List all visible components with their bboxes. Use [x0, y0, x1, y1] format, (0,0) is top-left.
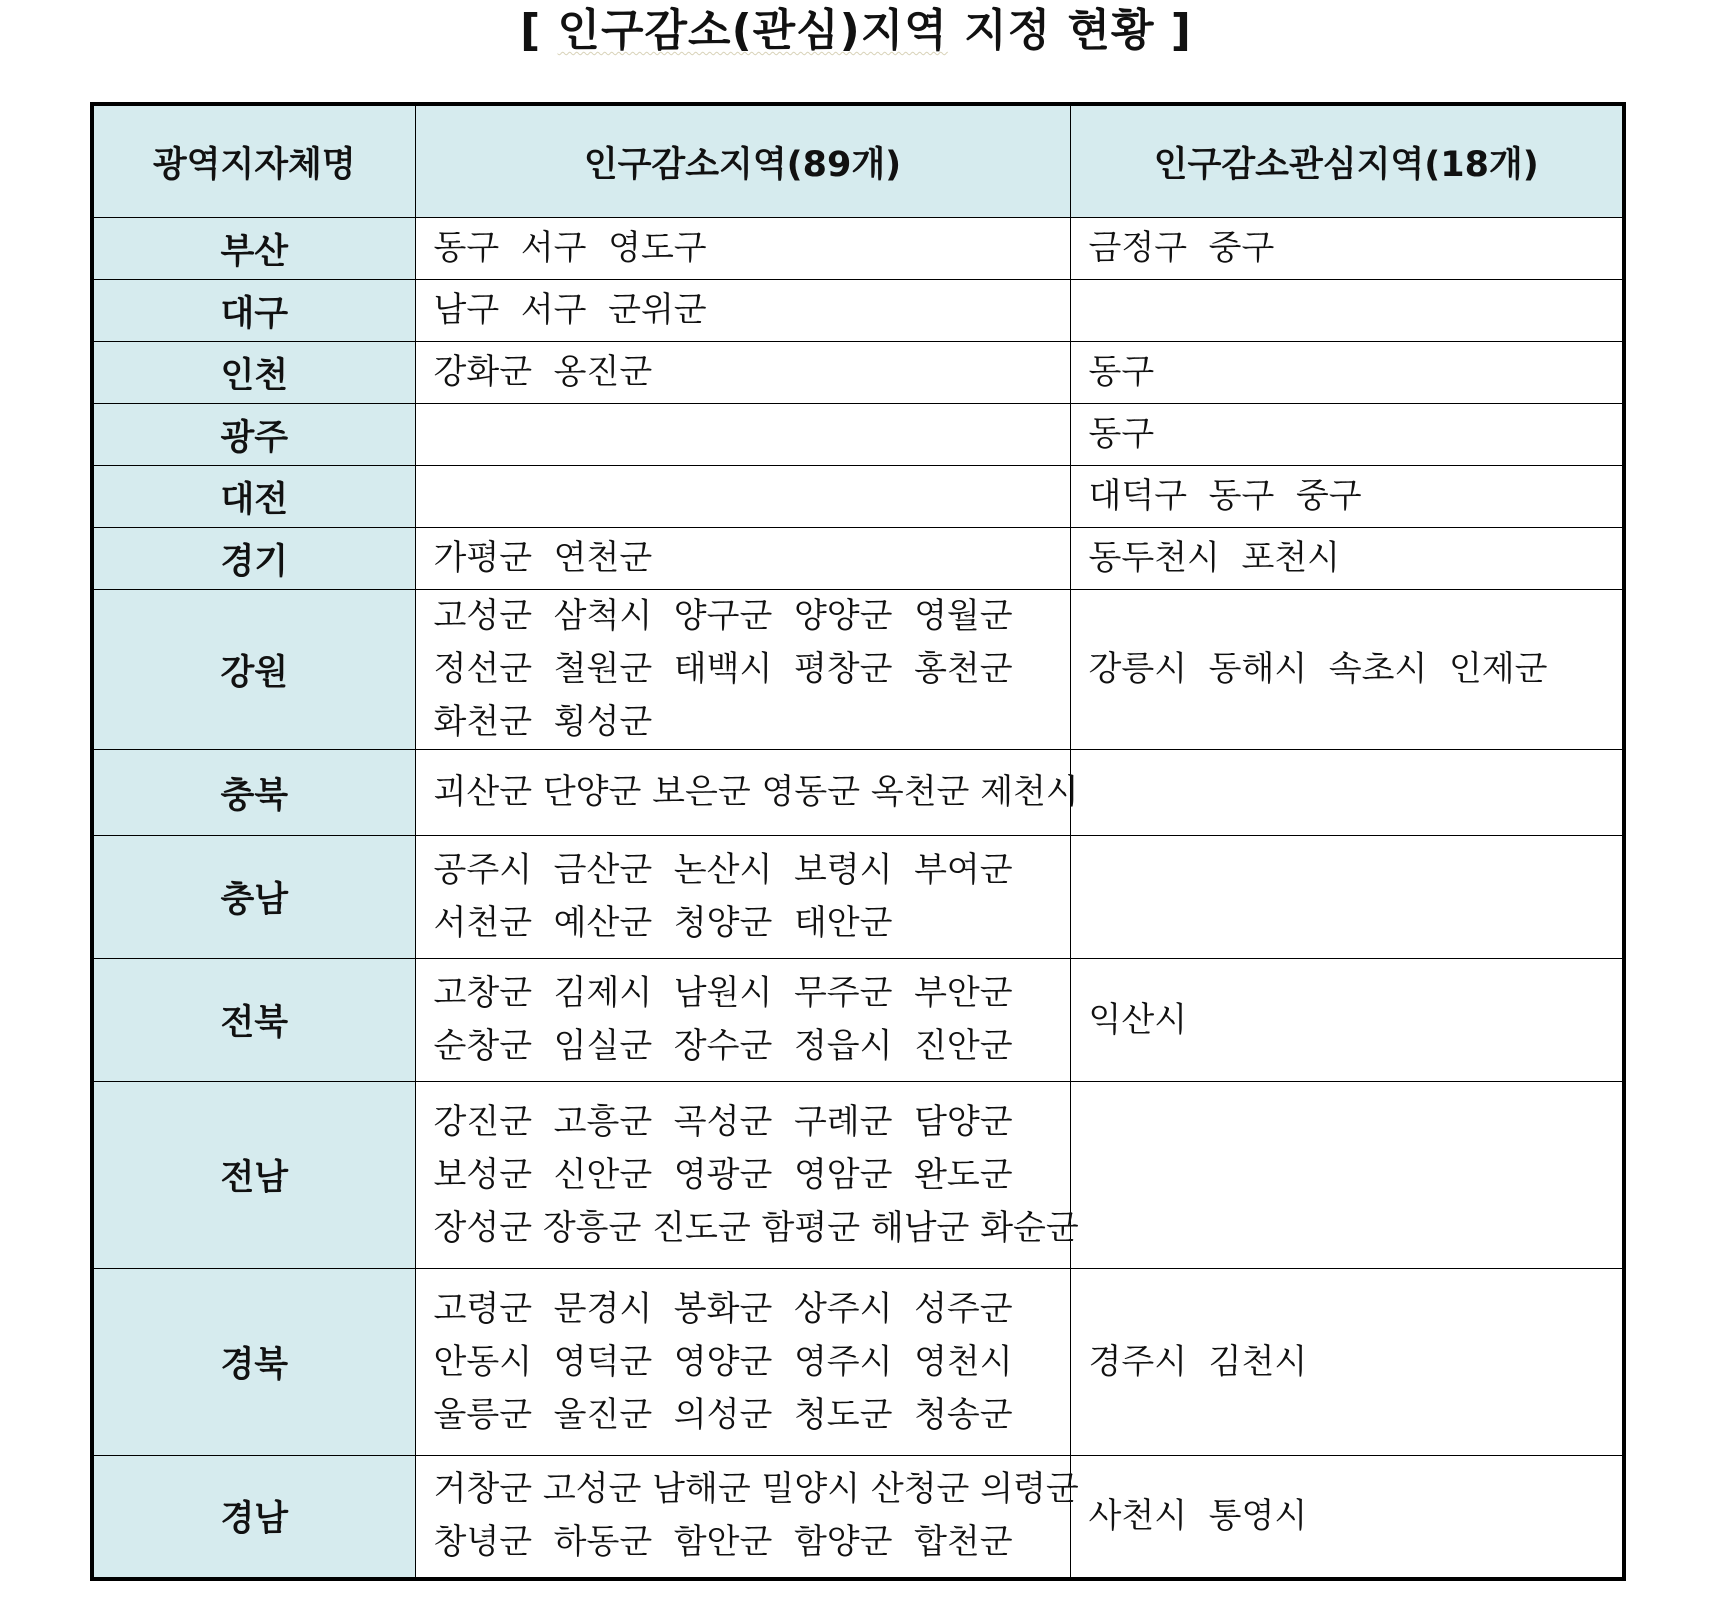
- decline-line: 장성군 장흥군 진도군 함평군 해남군 화순군: [433, 1207, 1079, 1248]
- region-name: 전남: [92, 1082, 415, 1269]
- decline-line: 가평군 연천군: [433, 538, 653, 578]
- decline-line: 남구 서구 군위군: [433, 290, 707, 330]
- concern-list: [1070, 1269, 1624, 1456]
- decline-list: [415, 466, 1070, 528]
- concern-list: [1070, 590, 1624, 750]
- decline-line: 보성군 신안군 영광군 영암군 완도군: [433, 1154, 1013, 1195]
- concern-list: [1070, 1456, 1624, 1579]
- concern-list: [1070, 342, 1624, 404]
- region-name: 충북: [92, 750, 415, 836]
- region-name: 경기: [92, 528, 415, 590]
- region-name: 광주: [92, 404, 415, 466]
- decline-list: [415, 959, 1070, 1082]
- decline-list: [415, 528, 1070, 590]
- decline-line: 강진군 고흥군 곡성군 구례군 담양군: [433, 1101, 1013, 1142]
- decline-list: [415, 1082, 1079, 1269]
- decline-list: [415, 836, 1070, 959]
- designation-table-container: [90, 102, 1622, 1581]
- region-name: 경북: [92, 1269, 415, 1456]
- decline-line: 강화군 옹진군: [433, 352, 653, 392]
- table-row: [92, 218, 1624, 280]
- table-row: [92, 342, 1624, 404]
- decline-line: 동구 서구 영도구: [433, 228, 707, 268]
- header-region: 광역지자체명: [92, 104, 415, 218]
- decline-list: [415, 750, 1079, 836]
- decline-line: 순창군 임실군 장수군 정읍시 진안군: [433, 1026, 1013, 1066]
- region-name: 충남: [92, 836, 415, 959]
- page-title: [0, 5, 1712, 56]
- decline-line: 울릉군 울진군 의성군 청도군 청송군: [433, 1394, 1013, 1435]
- table-row: [92, 280, 1624, 342]
- header-decline-areas: 인구감소지역(89개): [415, 104, 1070, 218]
- decline-line: 정선군 철원군 태백시 평창군 홍천군: [433, 649, 1013, 689]
- table-row: [92, 1269, 1624, 1456]
- decline-line: 고성군 삼척시 양구군 양양군 영월군: [433, 596, 1013, 636]
- decline-list: [415, 280, 1070, 342]
- region-name: 강원: [92, 590, 415, 750]
- table-row: [92, 959, 1624, 1082]
- region-name: 인천: [92, 342, 415, 404]
- decline-line: 서천군 예산군 청양군 태안군: [433, 903, 893, 943]
- region-name: 경남: [92, 1456, 415, 1579]
- decline-line: 거창군 고성군 남해군 밀양시 산청군 의령군: [433, 1469, 1079, 1510]
- concern-line: 익산시: [1088, 999, 1188, 1040]
- title-main: 인구감소(관심)지역: [557, 5, 948, 56]
- region-name: 대전: [92, 466, 415, 528]
- title-rest: 지정 현황: [947, 5, 1155, 56]
- designation-table: [90, 102, 1626, 1581]
- decline-line: 화천군 횡성군: [433, 702, 653, 742]
- concern-line: 동구: [1088, 352, 1155, 392]
- concern-line: 대덕구 동구 중구: [1088, 476, 1362, 516]
- table-row: [92, 750, 1624, 836]
- concern-list: [1070, 280, 1624, 342]
- table-row: [92, 1082, 1624, 1269]
- table-header-row: [92, 104, 1624, 218]
- table-row: [92, 1456, 1624, 1579]
- decline-line: 안동시 영덕군 영양군 영주시 영천시: [433, 1341, 1013, 1382]
- concern-list: [1070, 218, 1624, 280]
- region-name: 전북: [92, 959, 415, 1082]
- decline-line: 고령군 문경시 봉화군 상주시 성주군: [433, 1288, 1013, 1329]
- table-row: [92, 404, 1624, 466]
- concern-list: [1070, 959, 1624, 1082]
- decline-list: [415, 590, 1070, 750]
- table-row: [92, 590, 1624, 750]
- decline-list: [415, 404, 1070, 466]
- concern-list: [1070, 404, 1624, 466]
- concern-line: 동두천시 포천시: [1088, 538, 1341, 578]
- concern-line: 동구: [1088, 414, 1155, 454]
- concern-line: 강릉시 동해시 속초시 인제군: [1088, 649, 1548, 689]
- concern-list: [1070, 466, 1624, 528]
- title-bracket-open: [: [520, 5, 558, 56]
- decline-line: 고창군 김제시 남원시 무주군 부안군: [433, 973, 1013, 1013]
- concern-list: [1070, 750, 1624, 836]
- table-row: [92, 528, 1624, 590]
- concern-list: [1070, 836, 1624, 959]
- decline-list: [415, 218, 1070, 280]
- header-concern-areas: 인구감소관심지역(18개): [1070, 104, 1624, 218]
- title-bracket-close: ]: [1154, 5, 1192, 56]
- concern-line: 금정구 중구: [1088, 228, 1275, 268]
- region-name: 부산: [92, 218, 415, 280]
- decline-line: 창녕군 하동군 함안군 함양군 합천군: [433, 1522, 1013, 1563]
- table-row: [92, 836, 1624, 959]
- decline-line: 공주시 금산군 논산시 보령시 부여군: [433, 850, 1013, 890]
- decline-list: [415, 1269, 1070, 1456]
- decline-list: [415, 1456, 1079, 1579]
- concern-line: 사천시 통영시: [1088, 1495, 1308, 1536]
- decline-list: [415, 342, 1070, 404]
- decline-line: 괴산군 단양군 보은군 영동군 옥천군 제천시: [433, 772, 1079, 812]
- concern-list: [1070, 1082, 1624, 1269]
- concern-list: [1070, 528, 1624, 590]
- region-name: 대구: [92, 280, 415, 342]
- concern-line: 경주시 김천시: [1088, 1341, 1308, 1382]
- table-row: [92, 466, 1624, 528]
